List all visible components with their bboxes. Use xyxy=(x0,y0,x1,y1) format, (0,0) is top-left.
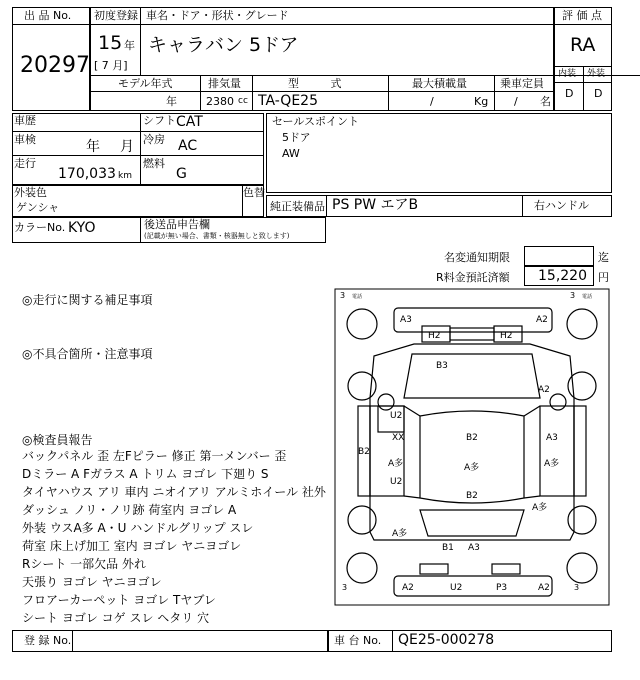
capacity-slash: / xyxy=(514,95,518,108)
mark-fender-right: A2 xyxy=(538,385,550,395)
mark-door-right-upper: A3 xyxy=(546,433,558,443)
first-reg-label: 初度登録 xyxy=(94,9,138,22)
diagram-frame xyxy=(335,289,609,605)
corner-fr-label: 3 xyxy=(570,291,576,300)
mark-rear-bumper-1: A2 xyxy=(402,583,414,593)
inspector-line: 荷室 床上げ加工 室内 ヨゴレ ヤニヨゴレ xyxy=(22,539,242,553)
vehicle-condition-diagram xyxy=(334,288,610,608)
vehicle-name: キャラバン 5ドア xyxy=(148,34,299,56)
interior-grade: D xyxy=(565,87,574,100)
corner-rr-label: 3 xyxy=(574,583,580,592)
ac-label: 冷房 xyxy=(143,133,165,146)
color-no-value: KYO xyxy=(68,220,96,236)
wheel-rear-left xyxy=(347,553,377,583)
lot-number: 20297 xyxy=(20,53,90,78)
defects-title: ◎不具合箇所・注意事項 xyxy=(22,347,153,361)
aftermarket-label: 後送品申告欄 xyxy=(144,218,210,231)
color-change-label: 色替 xyxy=(243,186,265,199)
recycle-label: R料金預託済額 xyxy=(436,271,510,284)
sales-point-1: 5ドア xyxy=(282,131,311,144)
type-value: TA-QE25 xyxy=(258,93,318,109)
shift-value: CAT xyxy=(176,114,203,130)
grade-value: RA xyxy=(570,34,596,56)
mark-door-left-u: U2 xyxy=(390,477,403,487)
capacity-unit: 名 xyxy=(540,95,551,108)
mark-roof-upper: B2 xyxy=(466,433,478,443)
fuel-label: 燃料 xyxy=(143,157,165,170)
mark-headlight-left: H2 xyxy=(428,331,441,341)
roof xyxy=(420,411,524,503)
mark-rear-b: B1 xyxy=(442,543,454,553)
mark-door-left-a: A多 xyxy=(388,459,404,469)
registration-label: 登 録 No. xyxy=(24,634,72,647)
recycle-amount: 15,220 xyxy=(538,268,587,284)
grille xyxy=(450,328,494,340)
mark-headlight-right: H2 xyxy=(500,331,513,341)
roof-divider-right-bottom xyxy=(524,496,540,498)
type-label: 型 式 xyxy=(288,77,342,90)
mark-door-left-x: XX xyxy=(392,433,405,443)
inspector-line: ダッシュ ノリ・ノリ跡 荷室内 ヨゴレ A xyxy=(22,503,237,517)
model-year-label: モデル年式 xyxy=(118,77,173,90)
rear-lamp-left xyxy=(420,564,448,574)
history-label: 車歴 xyxy=(14,114,36,127)
vehicle-name-label: 車名・ドア・形状・グレード xyxy=(146,9,289,22)
supplement-title: ◎走行に関する補足事項 xyxy=(22,293,153,307)
name-change-unit: 迄 xyxy=(598,251,609,264)
max-load-slash: / xyxy=(430,95,434,108)
model-year-unit: 年 xyxy=(166,95,177,108)
steering-value: 右ハンドル xyxy=(534,199,589,212)
mark-rear-bumper-3: P3 xyxy=(496,583,508,593)
inspector-line: 天張り ヨゴレ ヤニヨゴレ xyxy=(22,575,162,589)
first-reg-year: 15 xyxy=(98,32,123,54)
mirror-left xyxy=(378,394,394,410)
lot-label: 出 品 No. xyxy=(24,9,72,22)
corner-fl-suffix: 電話 xyxy=(352,294,363,300)
inspection-label: 車検 xyxy=(14,133,36,146)
mark-quarter-left: A多 xyxy=(392,529,408,539)
inspection-year-unit: 年 xyxy=(86,139,100,155)
inspector-line: フロアーカーペット ヨゴレ Tヤブレ xyxy=(22,593,216,607)
mark-quarter-right: A多 xyxy=(532,503,548,513)
mark-roof-middle: A多 xyxy=(464,463,480,473)
chassis-label: 車 台 No. xyxy=(334,634,382,647)
rear-lamp-right xyxy=(492,564,520,574)
inspector-line: Dミラー A Fガラス A トリム ヨゴレ 下廻り S xyxy=(22,467,269,481)
equipment-label: 純正装備品 xyxy=(270,200,325,213)
door-right xyxy=(540,406,574,496)
mark-roof-lower: B2 xyxy=(466,491,478,501)
exterior-grade: D xyxy=(594,87,603,100)
interior-label: 内装 xyxy=(558,69,577,79)
year-unit: 年 xyxy=(124,39,135,52)
inspector-line: 外装 ウスA多 A・U ハンドルグリップ スレ xyxy=(22,521,254,535)
inspector-line: バックパネル 歪 左Fピラー 修正 第一メンバー 歪 xyxy=(22,449,287,463)
first-reg-month: [ 7 月] xyxy=(94,59,128,72)
max-load-label: 最大積載量 xyxy=(412,77,467,90)
roof-divider-right xyxy=(524,406,540,416)
wheel-arch-right-rear xyxy=(568,506,596,534)
roof-divider-left xyxy=(404,406,420,416)
displacement-value: 2380 xyxy=(206,95,234,108)
mark-hood: B3 xyxy=(436,361,448,371)
mark-rear-bumper-4: A2 xyxy=(538,583,550,593)
sales-point-2: AW xyxy=(282,147,300,160)
wheel-arch-left-rear xyxy=(348,506,376,534)
color-no-label: カラーNo. xyxy=(14,221,66,234)
inspection-month-unit: 月 xyxy=(120,139,134,155)
hood xyxy=(404,354,540,398)
displacement-label: 排気量 xyxy=(208,77,241,90)
color-value: ゲンシャ xyxy=(16,201,60,214)
corner-rl-label: 3 xyxy=(342,583,348,592)
wheel-front-right xyxy=(567,309,597,339)
mileage-label: 走行 xyxy=(14,157,36,170)
roof-divider-left-bottom xyxy=(404,496,420,498)
mark-door-left-upper: U2 xyxy=(390,411,403,421)
displacement-unit: cc xyxy=(238,96,248,106)
mirror-right xyxy=(550,394,566,410)
mark-rear-a: A3 xyxy=(468,543,480,553)
inspector-line: タイヤハウス アリ 車内 ニオイアリ アルミホイール 社外 xyxy=(22,485,326,499)
wheel-rear-right xyxy=(567,553,597,583)
fuel-value: G xyxy=(176,166,187,182)
chassis-number: QE25-000278 xyxy=(398,632,495,648)
equipment-value: PS PW エアB xyxy=(332,197,419,213)
inspector-line: シート ヨゴレ コゲ スレ ヘタリ 穴 xyxy=(22,611,210,625)
mark-front-bumper-left: A3 xyxy=(400,315,412,325)
inspector-line: Rシート 一部欠品 外れ xyxy=(22,557,146,571)
mileage-value: 170,033 xyxy=(58,166,116,182)
mark-front-bumper-right: A2 xyxy=(536,315,548,325)
aftermarket-note: (記載が無い場合、書類・核器無しと致します) xyxy=(144,232,290,240)
corner-fr-suffix: 電話 xyxy=(582,294,593,300)
wheel-front-left xyxy=(347,309,377,339)
name-change-field xyxy=(524,246,594,266)
side-right-strip xyxy=(574,406,586,496)
rear-window xyxy=(420,510,524,536)
name-change-label: 名変通知期限 xyxy=(444,251,510,264)
mileage-unit: km xyxy=(118,171,132,181)
recycle-unit: 円 xyxy=(598,271,609,284)
inspector-title: ◎検査員報告 xyxy=(22,433,93,447)
rear-bumper xyxy=(394,576,552,596)
sales-points-label: セールスポイント xyxy=(272,115,360,128)
max-load-unit: Kg xyxy=(474,95,489,108)
mark-side-left: B2 xyxy=(358,447,370,457)
grade-label: 評 価 点 xyxy=(562,9,602,22)
color-label: 外装色 xyxy=(14,186,47,199)
mark-door-right-lower: A多 xyxy=(544,459,560,469)
ac-value: AC xyxy=(178,138,198,154)
exterior-label: 外装 xyxy=(587,69,606,79)
mark-rear-bumper-2: U2 xyxy=(450,583,463,593)
capacity-label: 乗車定員 xyxy=(500,77,544,90)
shift-label: シフト xyxy=(143,114,176,127)
history-box xyxy=(12,113,264,185)
corner-fl-label: 3 xyxy=(340,291,346,300)
